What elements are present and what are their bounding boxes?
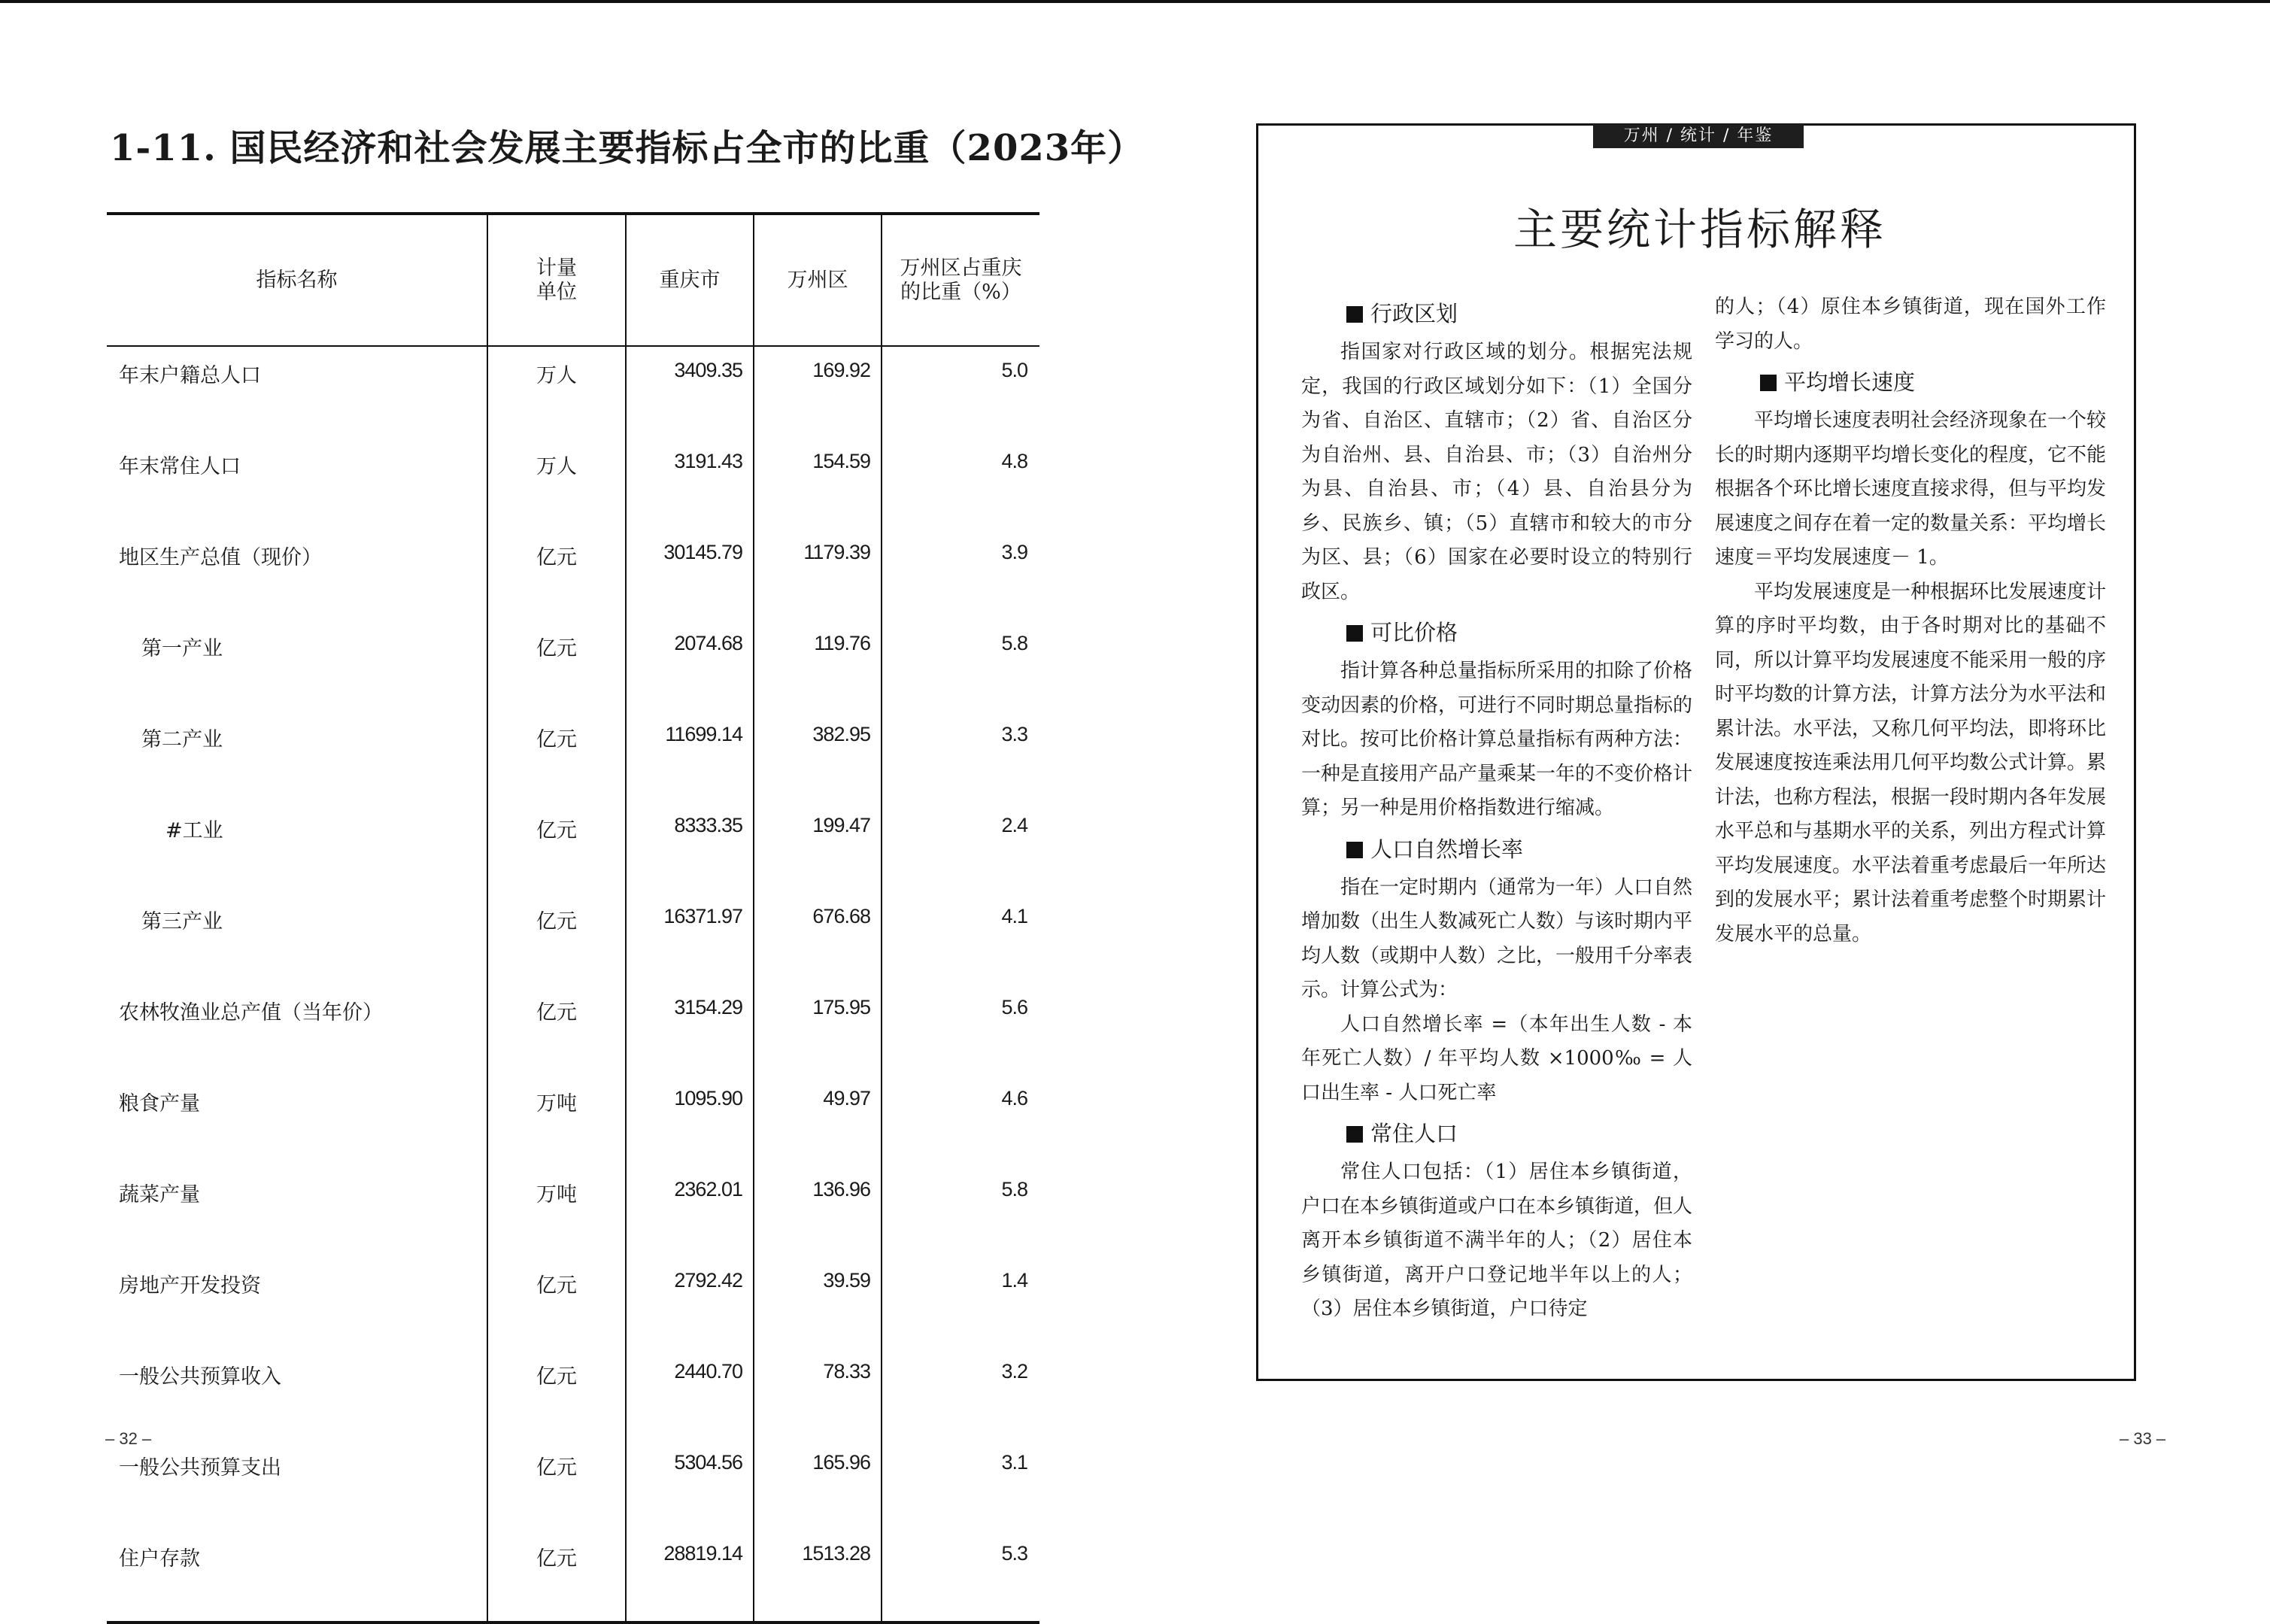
row-ratio: 3.3 <box>882 711 1039 802</box>
table-row <box>107 1257 1039 1348</box>
table-row <box>107 1348 1039 1439</box>
row-wanzhou: 175.95 <box>754 984 882 1075</box>
row-chongqing: 3191.43 <box>626 438 754 529</box>
row-unit: 亿元 <box>487 893 626 984</box>
row-name: 地区生产总值（现价） <box>119 546 322 569</box>
row-unit: 亿元 <box>487 711 626 802</box>
growth-formula: 人口自然增长率 =（本年出生人数 - 本年死亡人数）/ 年平均人数 ×1000‰ = 人口出生率 - 人口死亡率 <box>1301 1012 1692 1104</box>
section-text-resident: 常住人口包括：（1）居住本乡镇街道，户口在本乡镇街道或户口在本乡镇街道，但人离开本乡镇街道不满半年的人；（2）居住本乡镇街道，离开户口登记地半年以上的人；（3）居住本乡镇街道，户口待定 <box>1301 1161 1693 1320</box>
row-chongqing: 16371.97 <box>626 893 754 984</box>
table-row <box>107 1530 1039 1622</box>
row-wanzhou: 136.96 <box>754 1166 882 1257</box>
row-ratio: 4.1 <box>882 893 1039 984</box>
row-ratio: 4.8 <box>882 438 1039 529</box>
row-chongqing: 2440.70 <box>626 1348 754 1439</box>
row-name: 年末常住人口 <box>119 455 241 478</box>
row-chongqing: 28819.14 <box>626 1530 754 1622</box>
section-text-growth: 指在一定时期内（通常为一年）人口自然增加数（出生人数减死亡人数）与该时期内平均人数（或期中人数）之比，一般用千分率表示。计算公式为： <box>1301 876 1693 1001</box>
row-wanzhou: 676.68 <box>754 893 882 984</box>
section-heading-price: 可比价格 <box>1301 614 1692 651</box>
row-unit: 亿元 <box>487 984 626 1075</box>
row-chongqing: 1095.90 <box>626 1075 754 1166</box>
row-ratio: 1.4 <box>882 1257 1039 1348</box>
table-row <box>107 620 1039 711</box>
explanation-title: 主要统计指标解释 <box>1513 204 1886 255</box>
page-number-right: – 33 – <box>2120 1429 2166 1448</box>
row-name: 年末户籍总人口 <box>119 364 261 387</box>
row-name: 蔬菜产量 <box>119 1183 200 1207</box>
page-number-left: – 32 – <box>105 1429 152 1448</box>
row-ratio: 5.3 <box>882 1530 1039 1622</box>
row-wanzhou: 1179.39 <box>754 529 882 620</box>
row-unit: 亿元 <box>487 802 626 893</box>
row-unit: 亿元 <box>487 1530 626 1622</box>
row-ratio: 4.6 <box>882 1075 1039 1166</box>
table-row <box>107 529 1039 620</box>
series-label: 万州 / 统计 / 年鉴 <box>1593 124 1804 148</box>
row-ratio: 5.8 <box>882 620 1039 711</box>
row-unit: 亿元 <box>487 529 626 620</box>
table-row <box>107 802 1039 893</box>
row-unit: 万人 <box>487 346 626 438</box>
header-unit: 计量 单位 <box>487 214 626 346</box>
square-bullet-icon <box>1346 1126 1363 1143</box>
table-title: 1-11. 国民经济和社会发展主要指标占全市的比重（2023年） <box>110 127 1145 169</box>
row-wanzhou: 199.47 <box>754 802 882 893</box>
header-wanzhou: 万州区 <box>754 214 882 346</box>
table-row <box>107 1166 1039 1257</box>
section-heading-growth: 人口自然增长率 <box>1301 830 1692 868</box>
section-text-resident-cont: 的人；（4）原住本乡镇街道，现在国外工作学习的人。 <box>1715 296 2106 353</box>
text-column-right <box>1715 290 2106 952</box>
table-row <box>107 893 1039 984</box>
row-unit: 亿元 <box>487 1348 626 1439</box>
row-ratio: 5.6 <box>882 984 1039 1075</box>
row-wanzhou: 169.92 <box>754 346 882 438</box>
row-unit: 万人 <box>487 438 626 529</box>
row-wanzhou: 382.95 <box>754 711 882 802</box>
row-unit: 万吨 <box>487 1166 626 1257</box>
row-unit: 亿元 <box>487 620 626 711</box>
row-name: 一般公共预算收入 <box>119 1365 281 1389</box>
row-name: #工业 <box>165 819 223 842</box>
row-ratio: 5.0 <box>882 346 1039 438</box>
row-wanzhou: 119.76 <box>754 620 882 711</box>
row-name: 第一产业 <box>141 637 223 660</box>
row-name: 第三产业 <box>141 910 223 933</box>
header-ratio: 万州区占重庆 的比重（%） <box>882 214 1039 346</box>
section-heading-resident: 常住人口 <box>1301 1115 1692 1152</box>
row-name: 粮食产量 <box>119 1092 200 1116</box>
row-wanzhou: 1513.28 <box>754 1530 882 1622</box>
section-text-price: 指计算各种总量指标所采用的扣除了价格变动因素的价格，可进行不同时期总量指标的对比。按可比价格计算总量指标有两种方法：一种是直接用产品产量乘某一年的不变价格计算；另一种是用价格指数进行缩减。 <box>1301 660 1693 819</box>
row-name: 农林牧渔业总产值（当年价） <box>119 1001 383 1024</box>
top-border <box>0 0 2270 3</box>
row-unit: 亿元 <box>487 1439 626 1530</box>
row-chongqing: 11699.14 <box>626 711 754 802</box>
section-text-avg-2: 平均发展速度是一种根据环比发展速度计算的序时平均数，由于各时期对比的基础不同，所以计算平均发展速度不能采用一般的序时平均数的计算方法，计算方法分为水平法和累计法。水平法，又称几何平均法，即将环比发展速度按连乘法用几何平均数公式计算。累计法，也称方程法，根据一段时期内各年发展水平总和与基期水平的关系，列出方程式计算平均发展速度。水平法着重考虑最后一年所达到的发展水平；累计法着重考虑整个时期累计发展水平的总量。 <box>1715 580 2107 946</box>
square-bullet-icon <box>1346 306 1363 323</box>
row-unit: 万吨 <box>487 1075 626 1166</box>
header-indicator-name: 指标名称 <box>256 268 338 292</box>
row-name: 一般公共预算支出 <box>119 1456 281 1480</box>
row-chongqing: 2362.01 <box>626 1166 754 1257</box>
table-row <box>107 711 1039 802</box>
table-row <box>107 346 1039 438</box>
row-chongqing: 2074.68 <box>626 620 754 711</box>
row-chongqing: 8333.35 <box>626 802 754 893</box>
section-heading-avg: 平均增长速度 <box>1715 363 2106 401</box>
row-name: 住户存款 <box>119 1547 200 1571</box>
row-chongqing: 30145.79 <box>626 529 754 620</box>
table-header-row <box>107 214 1039 346</box>
row-ratio: 5.8 <box>882 1166 1039 1257</box>
row-chongqing: 2792.42 <box>626 1257 754 1348</box>
row-ratio: 3.2 <box>882 1348 1039 1439</box>
row-wanzhou: 78.33 <box>754 1348 882 1439</box>
row-chongqing: 3409.35 <box>626 346 754 438</box>
row-wanzhou: 49.97 <box>754 1075 882 1166</box>
table-row <box>107 984 1039 1075</box>
indicator-table <box>107 212 1039 1624</box>
row-wanzhou: 39.59 <box>754 1257 882 1348</box>
table-row <box>107 438 1039 529</box>
row-ratio: 3.1 <box>882 1439 1039 1530</box>
row-name: 房地产开发投资 <box>119 1274 261 1298</box>
row-chongqing: 3154.29 <box>626 984 754 1075</box>
row-name: 第二产业 <box>141 728 223 751</box>
square-bullet-icon <box>1346 842 1363 858</box>
row-ratio: 2.4 <box>882 802 1039 893</box>
row-wanzhou: 165.96 <box>754 1439 882 1530</box>
text-column-left <box>1301 290 1692 1327</box>
square-bullet-icon <box>1346 625 1363 642</box>
table-row <box>107 1439 1039 1530</box>
square-bullet-icon <box>1760 375 1777 391</box>
row-ratio: 3.9 <box>882 529 1039 620</box>
table-row <box>107 1075 1039 1166</box>
row-chongqing: 5304.56 <box>626 1439 754 1530</box>
section-text-admin: 指国家对行政区域的划分。根据宪法规定，我国的行政区域划分如下：（1）全国分为省、自治区、直辖市；（2）省、自治区分为自治州、县、自治县、市；（3）自治州分为县、自治县、市；（4）县、自治县分为乡、民族乡、镇；（5）直辖市和较大的市分为区、县；（6）国家在必要时设立的特别行政区。 <box>1301 341 1692 603</box>
header-chongqing: 重庆市 <box>626 214 754 346</box>
section-heading-admin: 行政区划 <box>1301 295 1692 332</box>
row-unit: 亿元 <box>487 1257 626 1348</box>
row-wanzhou: 154.59 <box>754 438 882 529</box>
section-text-avg-1: 平均增长速度表明社会经济现象在一个较长的时期内逐期平均增长变化的程度，它不能根据各个环比增长速度直接求得，但与平均发展速度之间存在着一定的数量关系：平均增长速度＝平均发展速度－ 1。 <box>1715 409 2107 569</box>
